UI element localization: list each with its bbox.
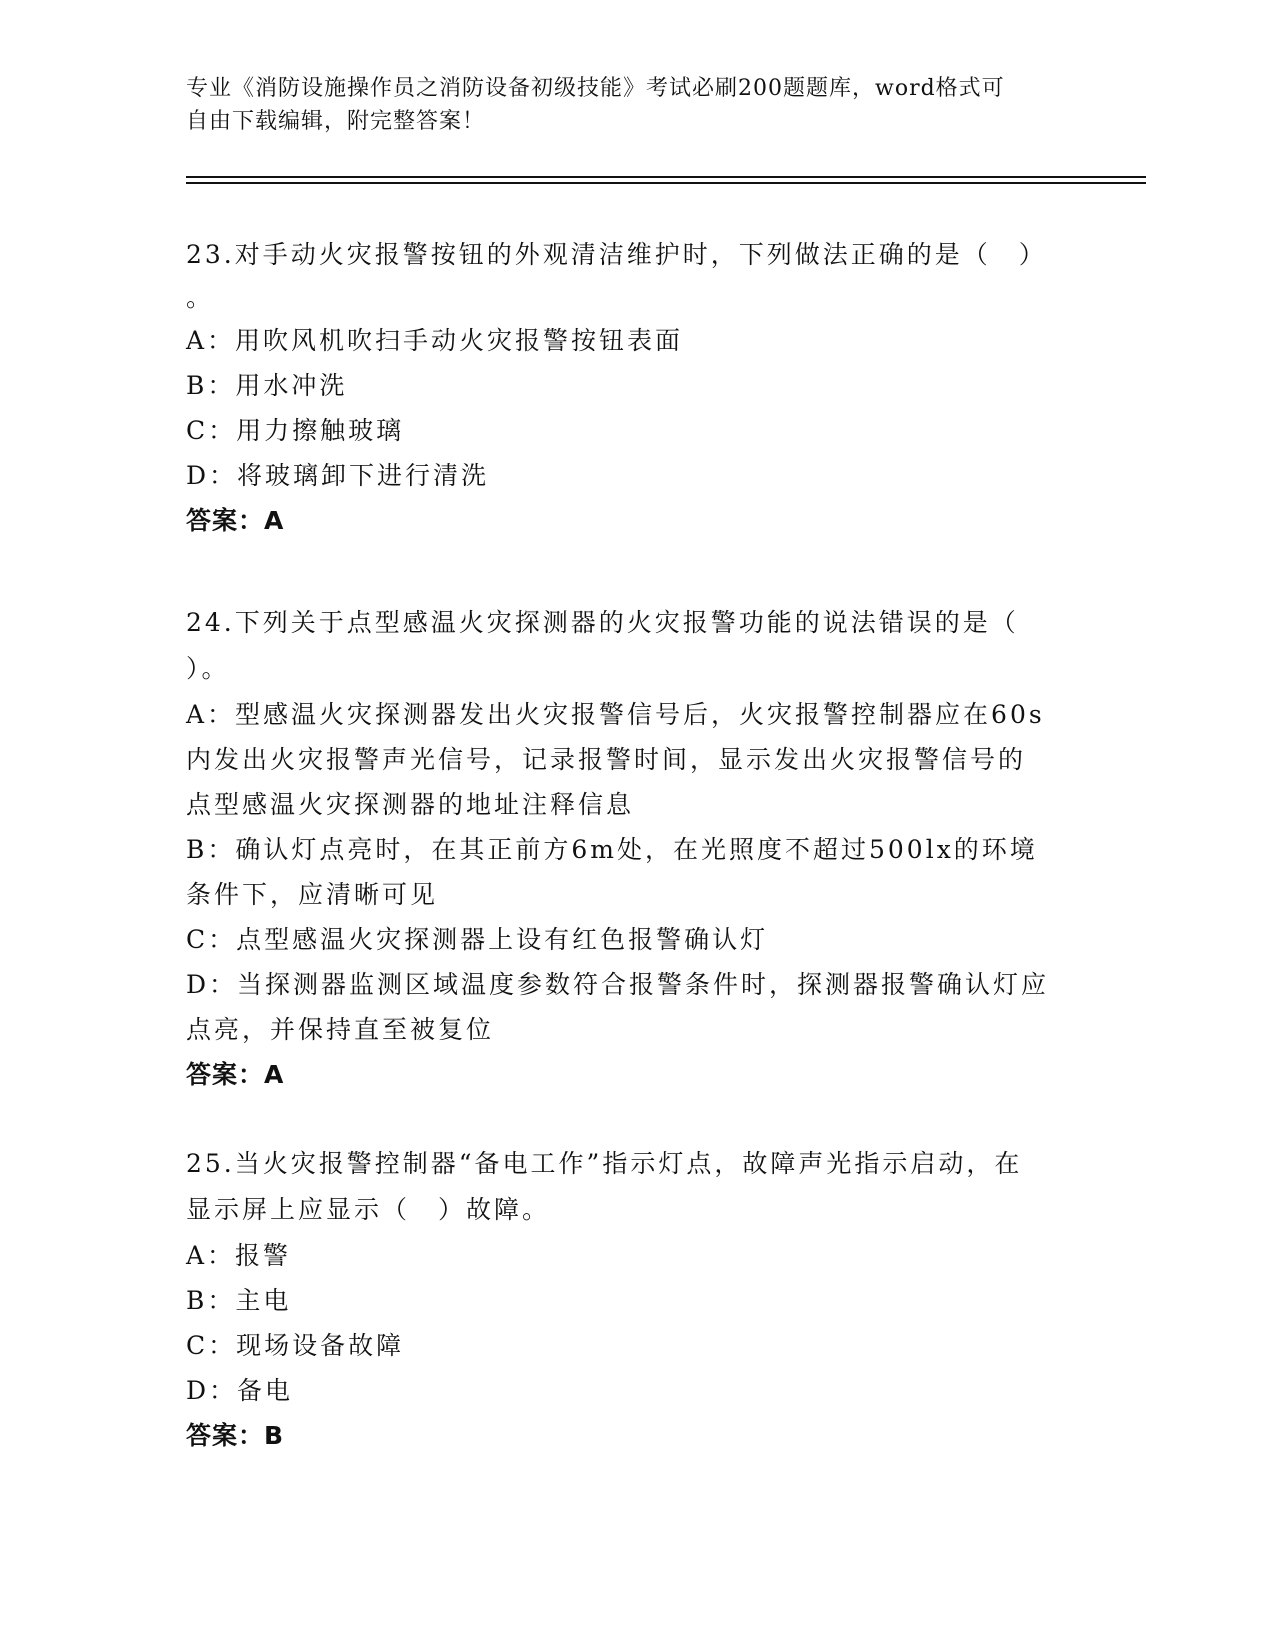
header-line-1: 专业《消防设施操作员之消防设备初级技能》考试必刷200题题库，word格式可 bbox=[186, 76, 1005, 101]
option-a-line: 点型感温火灾探测器的地址注释信息 bbox=[186, 790, 635, 819]
question-23 bbox=[186, 232, 1066, 544]
option-b: B：主电 bbox=[186, 1286, 292, 1315]
question-stem-line: 显示屏上应显示（ ）故障。 bbox=[186, 1195, 551, 1224]
header-divider-bottom bbox=[186, 182, 1146, 184]
answer-label: 答案：A bbox=[186, 506, 285, 535]
document-header bbox=[186, 72, 1066, 138]
option-d-line: D：当探测器监测区域温度参数符合报警条件时，探测器报警确认灯应 bbox=[186, 970, 1050, 999]
option-c: C：用力擦触玻璃 bbox=[186, 416, 405, 445]
question-stem-line: 。 bbox=[186, 283, 215, 312]
option-d: D：将玻璃卸下进行清洗 bbox=[186, 461, 490, 490]
header-divider-top bbox=[186, 176, 1146, 178]
header-line-2: 自由下载编辑，附完整答案！ bbox=[186, 109, 486, 134]
option-c: C：点型感温火灾探测器上设有红色报警确认灯 bbox=[186, 925, 769, 954]
question-25 bbox=[186, 1141, 1066, 1459]
option-a-line: A：型感温火灾探测器发出火灾报警信号后，火灾报警控制器应在60s bbox=[186, 700, 1045, 729]
question-24 bbox=[186, 600, 1066, 1098]
option-a: A：报警 bbox=[186, 1241, 292, 1270]
question-stem-line: ）。 bbox=[186, 654, 230, 683]
answer-label: 答案：B bbox=[186, 1421, 285, 1450]
option-d: D：备电 bbox=[186, 1376, 294, 1405]
option-a-line: 内发出火灾报警声光信号，记录报警时间，显示发出火灾报警信号的 bbox=[186, 745, 1027, 774]
option-c: C：现场设备故障 bbox=[186, 1331, 405, 1360]
question-stem-line: 23.对手动火灾报警按钮的外观清洁维护时，下列做法正确的是（ ） bbox=[186, 240, 1047, 269]
question-stem-line: 24.下列关于点型感温火灾探测器的火灾报警功能的说法错误的是（ bbox=[186, 608, 1019, 637]
option-d-line: 点亮，并保持直至被复位 bbox=[186, 1015, 495, 1044]
option-a: A：用吹风机吹扫手动火灾报警按钮表面 bbox=[186, 326, 684, 355]
option-b: B：用水冲洗 bbox=[186, 371, 348, 400]
answer-label: 答案：A bbox=[186, 1060, 285, 1089]
option-b-line: 条件下，应清晰可见 bbox=[186, 880, 439, 909]
question-stem-line: 25.当火灾报警控制器“备电工作”指示灯点，故障声光指示启动，在 bbox=[186, 1149, 1023, 1178]
option-b-line: B：确认灯点亮时，在其正前方6m处，在光照度不超过500lx的环境 bbox=[186, 835, 1038, 864]
